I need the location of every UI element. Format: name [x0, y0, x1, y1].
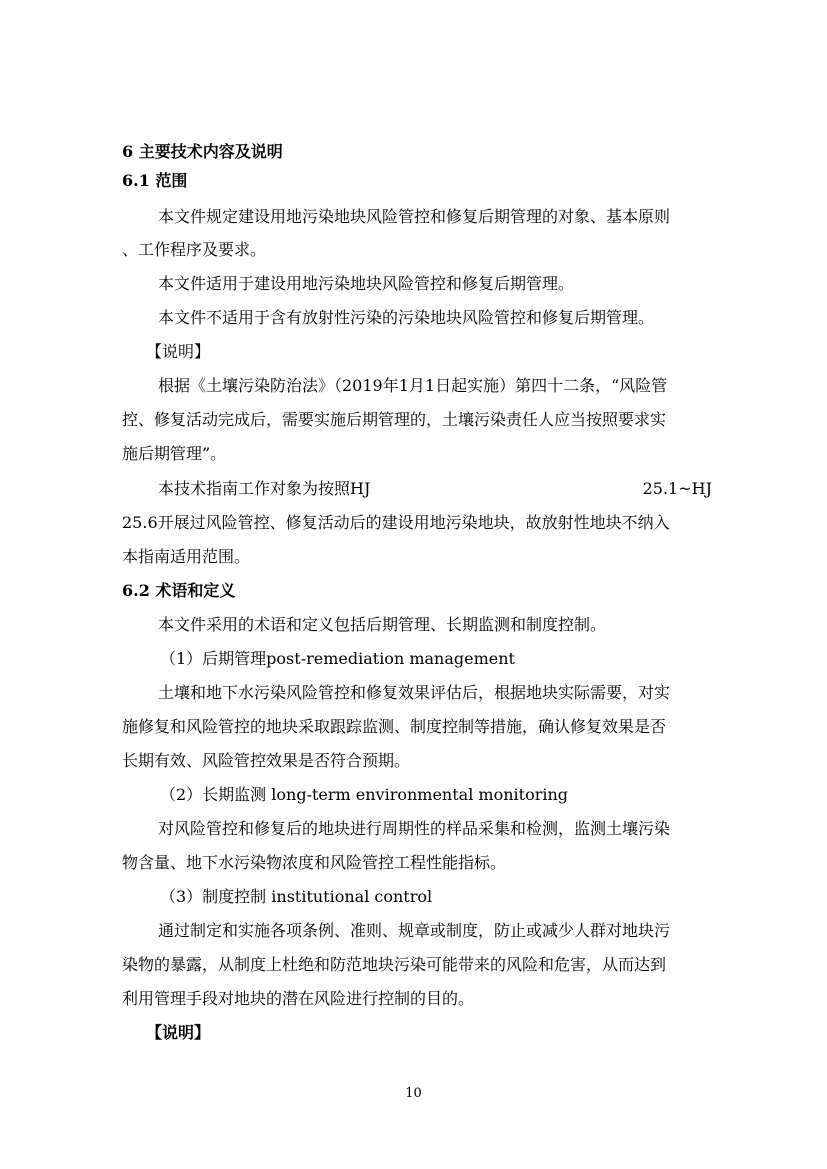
term-definition-line: 对风险管控和修复后的地块进行周期性的样品采集和检测，监测土壤污染 [158, 819, 671, 838]
paragraph-line: 本文件规定建设用地污染地块风险管控和修复后期管理的对象、基本原则 [158, 207, 671, 226]
page-number: 10 [405, 1086, 422, 1101]
note-label: 【说明】 [146, 342, 211, 361]
section-heading-6-1: 6.1 范围 [122, 171, 188, 190]
note-line: 本指南适用范围。 [122, 547, 251, 566]
term-definition-line: 施修复和风险管控的地块采取跟踪监测、制度控制等措施，确认修复效果是否 [122, 717, 667, 736]
note-line: 施后期管理”。 [122, 444, 227, 463]
note-line: 根据《土壤污染防治法》（2019年1月1日起实施）第四十二条，“风险管 [158, 376, 668, 395]
term-title: （2）长期监测 long-term environmental monitoring [160, 785, 569, 804]
section-heading-6-2: 6.2 术语和定义 [122, 581, 236, 600]
note-label: 【说明】 [146, 1023, 211, 1042]
term-definition-line: 利用管理手段对地块的潜在风险进行控制的目的。 [122, 989, 475, 1008]
section-heading-6: 6 主要技术内容及说明 [122, 142, 283, 161]
note-line-start: 本技术指南工作对象为按照HJ [158, 479, 371, 498]
paragraph-line: 本文件不适用于含有放射性污染的污染地块风险管控和修复后期管理。 [158, 308, 655, 327]
term-definition-line: 物含量、地下水污染物浓度和风险管控工程性能指标。 [122, 853, 507, 872]
paragraph-line: 本文件采用的术语和定义包括后期管理、长期监测和制度控制。 [158, 615, 607, 634]
term-definition-line: 染物的暴露，从制度上杜绝和防范地块污染可能带来的风险和危害，从而达到 [122, 955, 667, 974]
note-line: 25.6开展过风险管控、修复活动后的建设用地污染地块，故放射性地块不纳入 [122, 513, 670, 532]
term-definition-line: 长期有效、风险管控效果是否符合预期。 [122, 751, 411, 770]
paragraph-line: 、工作程序及要求。 [122, 240, 267, 259]
term-definition-line: 通过制定和实施各项条例、准则、规章或制度，防止或减少人群对地块污 [158, 921, 671, 940]
term-title: （1）后期管理post-remediation management [160, 649, 515, 668]
term-title: （3）制度控制 institutional control [160, 887, 433, 906]
term-definition-line: 土壤和地下水污染风险管控和修复效果评估后，根据地块实际需要，对实 [158, 683, 671, 702]
note-line-justified [158, 478, 712, 500]
note-line: 控、修复活动完成后，需要实施后期管理的，土壤污染责任人应当按照要求实 [122, 410, 667, 429]
paragraph-line: 本文件适用于建设用地污染地块风险管控和修复后期管理。 [158, 274, 575, 293]
note-line-end: 25.1~HJ [642, 479, 712, 498]
